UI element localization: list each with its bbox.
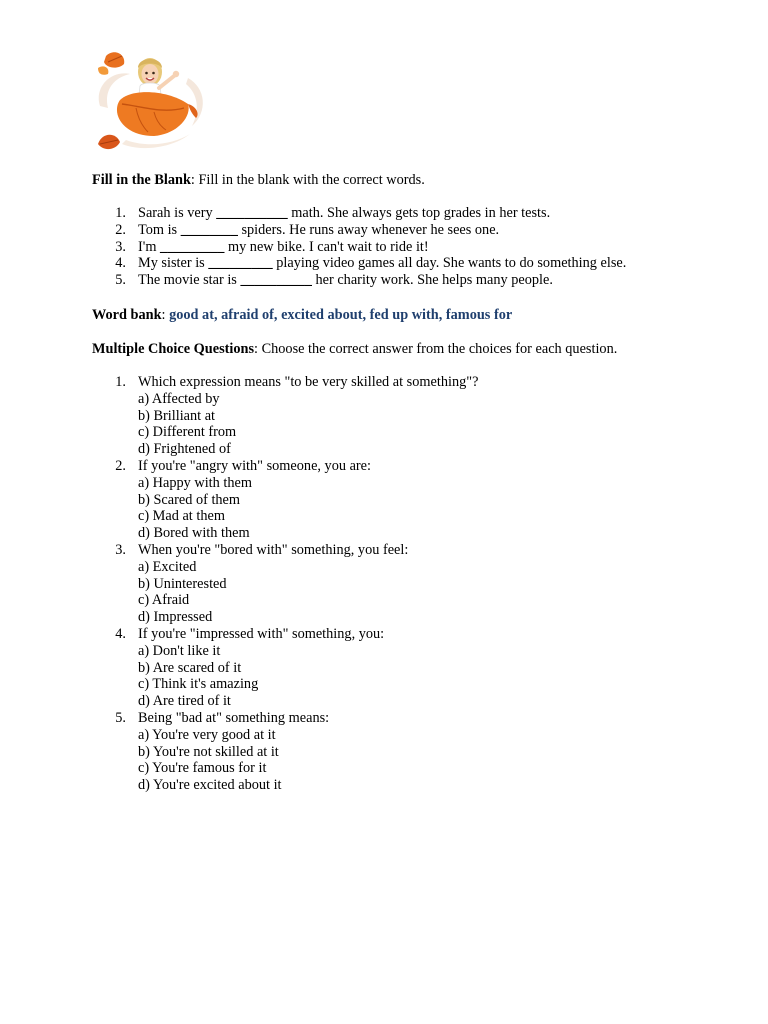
choice-list xyxy=(138,391,732,458)
question-item xyxy=(92,542,732,626)
sentence-start: My sister is xyxy=(138,255,209,272)
question-item xyxy=(92,626,732,710)
answer-choice: d) Impressed xyxy=(138,609,213,626)
sentence-end: playing video games all day. She wants to do something else. xyxy=(272,255,627,272)
answer-choice: c) Afraid xyxy=(138,592,190,609)
sentence-end: spiders. He runs away whenever he sees one. xyxy=(237,221,500,238)
sentence-end: her charity work. She helps many people. xyxy=(311,272,553,289)
fill-in-blank-instructions: : Fill in the blank with the correct words. xyxy=(190,172,425,188)
answer-choice: a) Excited xyxy=(138,558,197,575)
sentence-start: The movie star is xyxy=(138,272,241,289)
answer-choice: d) You're excited about it xyxy=(138,777,282,794)
question-text: Being "bad at" something means: xyxy=(138,709,330,726)
sentence-start: I'm xyxy=(138,238,161,255)
answer-choice: b) Brilliant at xyxy=(138,407,216,424)
fill-in-blank-heading xyxy=(92,172,732,189)
choice-list xyxy=(138,643,732,710)
multiple-choice-instructions: : Choose the correct answer from the choices for each question. xyxy=(254,341,618,357)
answer-choice: a) You're very good at it xyxy=(138,726,276,743)
multiple-choice-title: Multiple Choice Questions xyxy=(92,341,255,357)
item-number: 5. xyxy=(115,272,126,289)
word-bank-label: Word bank xyxy=(92,307,162,323)
question-item xyxy=(92,458,732,542)
choice-list xyxy=(138,559,732,626)
answer-blank: _________ xyxy=(208,255,273,272)
item-number: 2. xyxy=(115,221,126,238)
answer-choice: b) Are scared of it xyxy=(138,659,242,676)
multiple-choice-list xyxy=(92,374,732,794)
fill-in-blank-item xyxy=(92,222,732,239)
sentence-end: my new bike. I can't wait to ride it! xyxy=(224,238,429,255)
answer-choice: c) You're famous for it xyxy=(138,760,267,777)
question-text: When you're "bored with" something, you feel: xyxy=(138,541,409,558)
sentence-end: math. She always gets top grades in her tests. xyxy=(287,205,551,221)
fill-in-blank-list xyxy=(92,205,732,289)
fill-in-blank-item xyxy=(92,272,732,289)
answer-choice: a) Happy with them xyxy=(138,474,252,491)
question-number: 1. xyxy=(115,374,126,390)
multiple-choice-heading xyxy=(92,341,732,358)
sentence-start: Sarah is very xyxy=(138,205,217,221)
autumn-leaf-avatar-illustration xyxy=(92,48,210,156)
word-bank-words: good at, afraid of, excited about, fed up with, famous for xyxy=(169,307,513,323)
choice-list xyxy=(138,727,732,794)
answer-blank: ________ xyxy=(180,221,238,238)
answer-choice: a) Affected by xyxy=(138,390,220,407)
answer-choice: d) Bored with them xyxy=(138,525,250,542)
question-text: Which expression means "to be very skilled at something"? xyxy=(138,374,479,390)
question-text: If you're "impressed with" something, you: xyxy=(138,625,385,642)
answer-choice: c) Mad at them xyxy=(138,508,225,525)
question-number: 4. xyxy=(115,625,126,642)
answer-choice: b) You're not skilled at it xyxy=(138,743,279,760)
item-number: 3. xyxy=(115,238,126,255)
question-item xyxy=(92,710,732,794)
answer-choice: c) Different from xyxy=(138,424,237,441)
answer-blank: __________ xyxy=(216,205,288,221)
answer-choice: b) Uninterested xyxy=(138,575,227,592)
item-number: 4. xyxy=(115,255,126,272)
answer-choice: b) Scared of them xyxy=(138,491,241,508)
question-number: 3. xyxy=(115,541,126,558)
sentence-start: Tom is xyxy=(138,221,181,238)
fill-in-blank-title: Fill in the Blank xyxy=(92,172,191,188)
answer-blank: _________ xyxy=(160,238,225,255)
fill-in-blank-item xyxy=(92,239,732,256)
answer-blank: __________ xyxy=(240,272,312,289)
word-bank-separator: : xyxy=(161,307,170,323)
question-number: 2. xyxy=(115,457,126,474)
question-number: 5. xyxy=(115,709,126,726)
fill-in-blank-item xyxy=(92,205,732,222)
answer-choice: d) Are tired of it xyxy=(138,693,231,710)
question-item xyxy=(92,374,732,458)
fill-in-blank-item xyxy=(92,255,732,272)
answer-choice: d) Frightened of xyxy=(138,441,231,458)
item-number: 1. xyxy=(115,205,126,221)
question-text: If you're "angry with" someone, you are: xyxy=(138,457,372,474)
answer-choice: c) Think it's amazing xyxy=(138,676,259,693)
answer-choice: a) Don't like it xyxy=(138,642,221,659)
choice-list xyxy=(138,475,732,542)
word-bank xyxy=(92,307,732,324)
